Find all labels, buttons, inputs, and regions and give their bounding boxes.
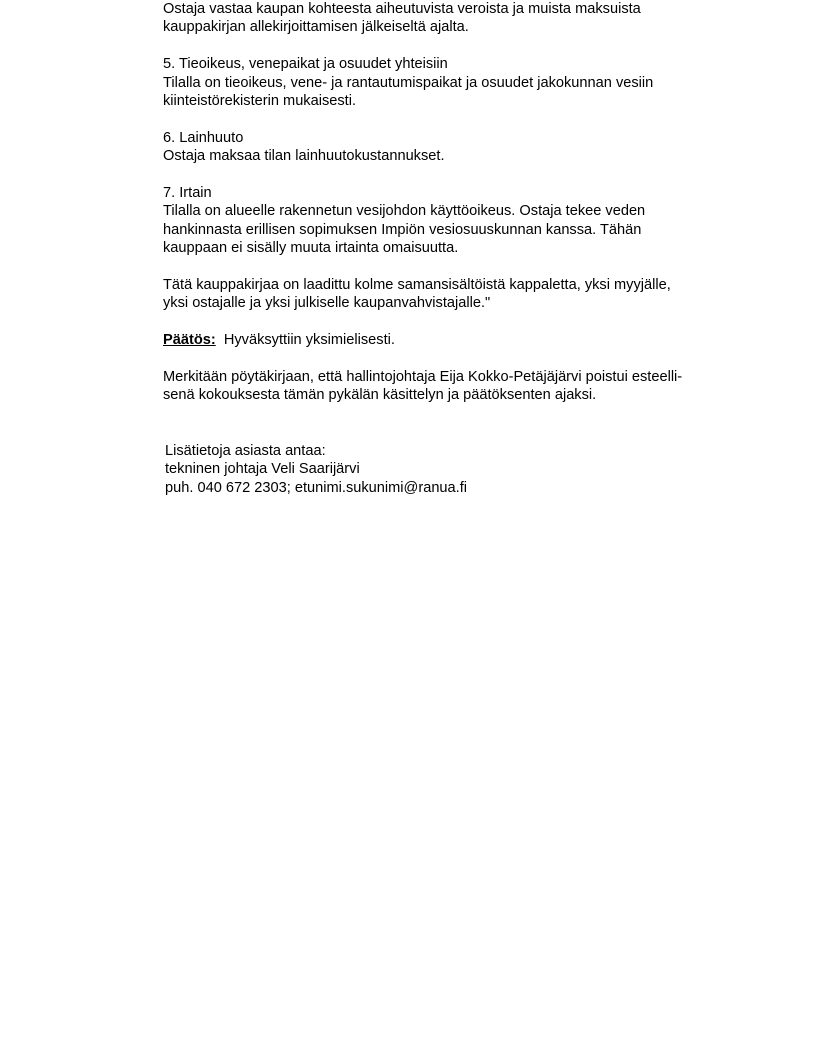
section-line: Ostaja maksaa tilan lainhuutokustannukset. (163, 148, 445, 165)
section-line: hankinnasta erillisen sopimuksen Impiön vesiosuuskunnan kanssa. Tähän (163, 221, 642, 238)
section-line: kiinteistörekisterin mukaisesti. (163, 93, 357, 110)
section-movables (163, 184, 753, 258)
document-body (163, 0, 753, 405)
note-line: senä kokouksesta tämän pykälän käsittelyn ja päätöksenten ajaksi. (163, 387, 597, 404)
intro-line: kauppakirjan allekirjoittamisen jälkeiseltä ajalta. (163, 19, 469, 36)
section-line: Tilalla on tieoikeus, vene- ja rantautumispaikat ja osuudet jakokunnan vesiin (163, 74, 654, 91)
intro-line: Ostaja vastaa kaupan kohteesta aiheutuvista veroista ja muista maksuista (163, 1, 641, 17)
section-heading: 5. Tieoikeus, venepaikat ja osuudet yhteisiin (163, 56, 448, 73)
contact-line: Lisätietoja asiasta antaa: (165, 443, 326, 459)
section-road-rights (163, 55, 753, 110)
decision-text: Hyväksyttiin yksimielisesti. (223, 332, 395, 349)
decision (163, 331, 753, 349)
contact-info (165, 442, 565, 497)
closing-line: Tätä kauppakirjaa on laadittu kolme samansisältöistä kappaletta, yksi myyjälle, (163, 277, 671, 294)
closing-line: yksi ostajalle ja yksi julkiselle kaupanvahvistajalle." (163, 295, 491, 312)
section-line: kauppaan ei sisälly muuta irtainta omaisuutta. (163, 240, 459, 257)
section-line: Tilalla on alueelle rakennetun vesijohdon käyttöoikeus. Ostaja tekee veden (163, 203, 646, 220)
contact-line: puh. 040 672 2303; etunimi.sukunimi@ranua.fi (165, 479, 468, 496)
section-heading: 7. Irtain (163, 185, 212, 202)
minutes-note (163, 368, 753, 405)
decision-label: Päätös: (163, 332, 216, 349)
intro-paragraph (163, 0, 753, 37)
section-heading: 6. Lainhuuto (163, 129, 244, 146)
section-title-registration (163, 129, 753, 166)
contact-line: tekninen johtaja Veli Saarijärvi (165, 461, 360, 478)
note-line: Merkitään pöytäkirjaan, että hallintojohtaja Eija Kokko-Petäjäjärvi poistui esteelli- (163, 369, 683, 386)
closing-paragraph (163, 276, 753, 313)
